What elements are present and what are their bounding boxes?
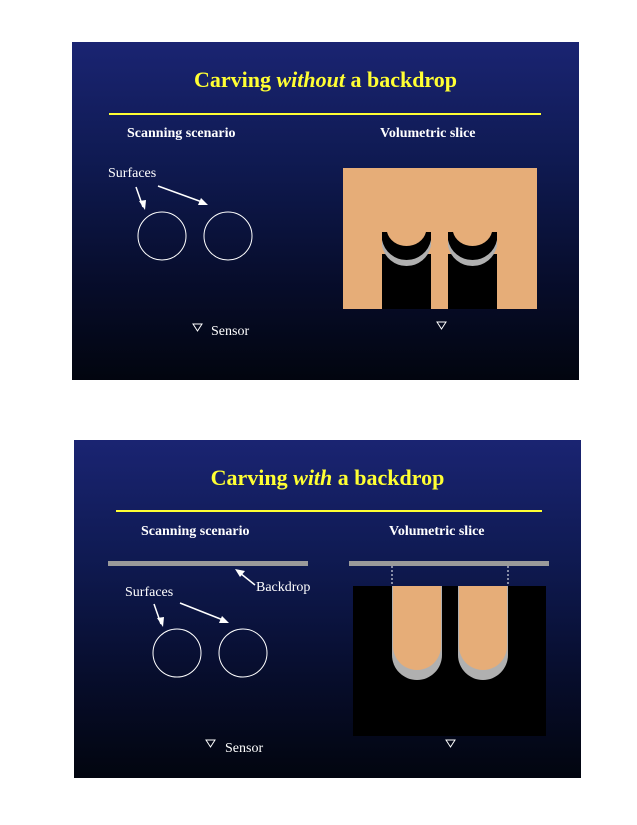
- arrow-icon: [198, 198, 208, 205]
- arrow-icon: [139, 200, 146, 210]
- scanning-scenario-heading: Scanning scenario: [141, 524, 250, 539]
- surface-circle: [138, 212, 186, 260]
- surface-circle: [153, 629, 201, 677]
- slide-with-backdrop: [74, 440, 581, 778]
- slide-title: Carving with a backdrop: [210, 465, 445, 490]
- sensor-triangle-icon: [206, 740, 215, 747]
- carved-region: [353, 586, 546, 736]
- backdrop-bar: [349, 561, 549, 566]
- sensor-label: Sensor: [225, 741, 264, 756]
- arrow-icon: [240, 573, 255, 585]
- arrow-icon: [157, 617, 164, 627]
- backdrop-bar: [108, 561, 308, 566]
- scanning-scenario-heading: Scanning scenario: [127, 126, 236, 141]
- volumetric-slice-heading: Volumetric slice: [380, 126, 476, 141]
- arrow-icon: [219, 616, 229, 623]
- carved-volume: [343, 168, 537, 309]
- occupied-column: [393, 586, 441, 670]
- backdrop-label: Backdrop: [256, 580, 311, 595]
- arrow-icon: [180, 603, 223, 620]
- surfaces-label: Surfaces: [125, 585, 174, 600]
- sensor-triangle-icon: [446, 740, 455, 747]
- arrow-icon: [158, 186, 202, 202]
- slide-without-backdrop: [72, 42, 579, 380]
- sensor-triangle-icon: [437, 322, 446, 329]
- volumetric-slice-heading: Volumetric slice: [389, 524, 485, 539]
- surface-circle: [204, 212, 252, 260]
- surface-circle: [219, 629, 267, 677]
- diagram-graphics: [74, 440, 581, 778]
- surfaces-label: Surfaces: [108, 166, 157, 181]
- occupied-column: [459, 586, 507, 670]
- diagram-graphics: [72, 42, 579, 380]
- sensor-label: Sensor: [211, 324, 250, 339]
- sensor-triangle-icon: [193, 324, 202, 331]
- slide-title: Carving without a backdrop: [193, 67, 458, 92]
